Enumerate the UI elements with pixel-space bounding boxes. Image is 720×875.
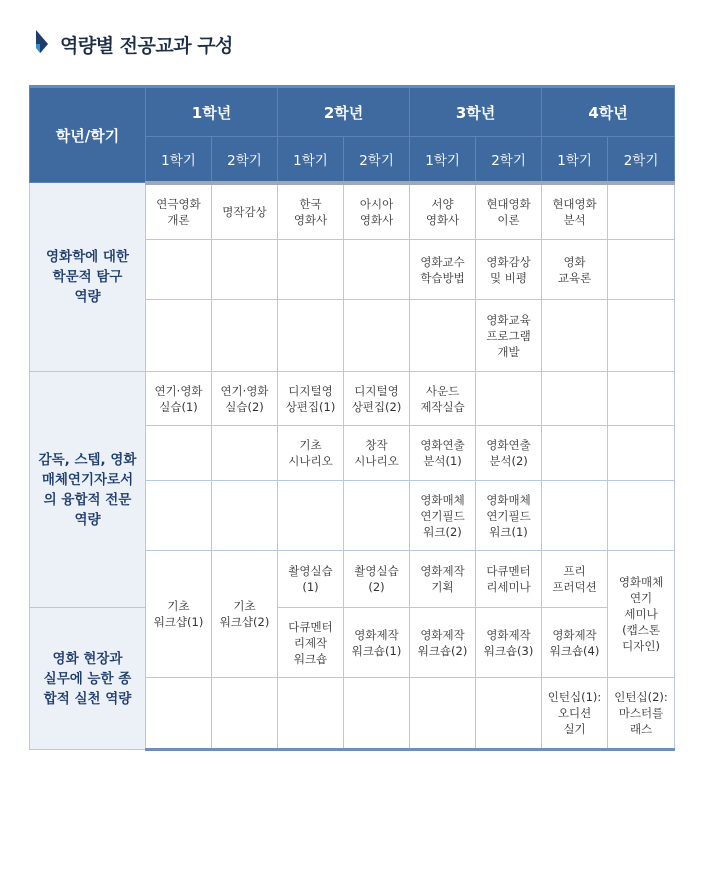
course-line: 및 비평 [490, 270, 528, 285]
course-cell [476, 551, 542, 608]
course-cell [410, 372, 476, 426]
course-line: 워크샵(2) [219, 615, 270, 629]
course-cell [542, 426, 608, 481]
course-line: 프러덕션 [552, 580, 597, 594]
course-cell [344, 372, 410, 426]
course-cell [542, 481, 608, 551]
course-line: 영화제작 [552, 627, 597, 642]
course-line: 래스 [629, 722, 653, 736]
course-line: 학습방법 [420, 270, 465, 285]
course-line: 실기 [563, 722, 586, 736]
course-cell [542, 300, 608, 372]
course-line: 실습(1) [159, 399, 198, 414]
header-year-4: 4학년 [542, 87, 675, 137]
course-cell [608, 183, 675, 240]
competency-professional [30, 372, 146, 608]
course-cell [212, 372, 278, 426]
course-cell [212, 481, 278, 551]
course-line: 매체연기자로서 [41, 471, 134, 488]
course-cell [344, 240, 410, 300]
course-cell [278, 551, 344, 608]
competency-practical [30, 608, 146, 750]
course-cell [212, 678, 278, 750]
course-line: 분석(1) [423, 454, 462, 468]
course-cell [344, 481, 410, 551]
header-y3-sem2: 2학기 [476, 137, 542, 183]
course-cell [608, 551, 675, 678]
course-line: 실무에 능한 종 [43, 670, 132, 687]
course-line: 시나리오 [354, 454, 399, 468]
course-line: 세미나 [624, 607, 658, 621]
course-line: 리제작 [293, 635, 328, 650]
course-line: 연기 [629, 591, 653, 605]
course-line: 워크(2) [423, 524, 462, 539]
course-line: 영화연출 [420, 438, 465, 452]
course-line: 다큐멘터 [486, 564, 531, 578]
course-line: 상편집(1) [285, 399, 336, 414]
course-line: 역량 [74, 289, 101, 305]
course-line: 영화매체 [618, 575, 664, 589]
course-line: 학문적 탐구 [52, 269, 123, 285]
course-line: 개발 [497, 344, 520, 359]
course-line: 영화학에 대한 [46, 249, 129, 265]
course-line: 시나리오 [288, 454, 333, 468]
course-line: 영화사 [359, 212, 394, 227]
course-cell [146, 183, 212, 240]
course-line: 영화감상 [486, 254, 531, 269]
course-cell [344, 678, 410, 750]
course-cell [278, 426, 344, 481]
course-line: 인턴십(2): [614, 690, 668, 704]
course-cell [278, 608, 344, 678]
course-line: 아시아 [359, 196, 394, 211]
course-line: 영화교육 [486, 312, 531, 327]
course-cell [410, 678, 476, 750]
course-cell [476, 240, 542, 300]
course-cell [410, 481, 476, 551]
course-line: 영화사 [293, 212, 328, 227]
course-cell [278, 183, 344, 240]
course-line: 기초 [167, 599, 190, 613]
curriculum-table [29, 85, 675, 751]
course-cell [146, 426, 212, 481]
course-cell [542, 372, 608, 426]
course-cell [278, 481, 344, 551]
course-cell [476, 481, 542, 551]
course-cell [278, 678, 344, 750]
course-line: 연기필드 [486, 508, 531, 523]
competency-academic [30, 183, 146, 372]
course-line: 역량 [74, 511, 101, 528]
course-line: 기초 [233, 599, 256, 613]
course-cell [146, 372, 212, 426]
course-cell [212, 183, 278, 240]
course-cell [146, 240, 212, 300]
course-cell [410, 300, 476, 372]
course-line: 영화연출 [486, 438, 531, 452]
course-cell [542, 608, 608, 678]
course-line: 인턴십(1): [547, 690, 602, 704]
course-line: 현대영화 [486, 196, 531, 211]
course-cell [410, 608, 476, 678]
course-line: 마스터를 [618, 706, 664, 720]
course-line: 다큐멘터 [288, 619, 333, 634]
course-line: 워크샵(1) [153, 615, 204, 629]
course-line: 기초 [299, 438, 322, 452]
course-line: 실습(2) [225, 399, 264, 414]
course-line: 분석(2) [489, 454, 528, 468]
course-line: 워크숍(3) [483, 643, 534, 658]
course-line: 영화교수 [420, 254, 465, 269]
course-line: 개론 [167, 212, 190, 227]
course-line: 영화제작 [354, 627, 399, 642]
course-line: 사운드 [425, 383, 460, 398]
course-cell [476, 426, 542, 481]
course-line: 워크(1) [489, 524, 528, 539]
header-y1-sem2: 2학기 [212, 137, 278, 183]
course-line: 교육론 [557, 270, 592, 285]
header-corner: 학년/학기 [30, 87, 146, 183]
course-cell [476, 678, 542, 750]
course-line: 의 융합적 전문 [43, 491, 132, 508]
course-cell [410, 240, 476, 300]
course-line: 연극영화 [156, 196, 201, 211]
course-line: 워크숍 [293, 651, 328, 666]
header-y4-sem1: 1학기 [542, 137, 608, 183]
course-cell [146, 551, 212, 678]
course-cell [410, 551, 476, 608]
course-line: 프리 [563, 564, 586, 578]
course-cell [410, 183, 476, 240]
course-cell [608, 240, 675, 300]
course-cell [608, 426, 675, 481]
header-y4-sem2: 2학기 [608, 137, 675, 183]
course-cell [608, 678, 675, 750]
course-cell [344, 300, 410, 372]
course-cell [542, 183, 608, 240]
title-icon-accent [36, 44, 40, 58]
course-cell [146, 678, 212, 750]
course-line: 디지털영 [288, 383, 333, 398]
course-line: (1) [302, 580, 319, 594]
course-line: 창작 [365, 438, 388, 452]
course-cell [476, 183, 542, 240]
course-cell [278, 300, 344, 372]
course-line: 디지털영 [354, 383, 399, 398]
page-heading [36, 28, 233, 60]
course-line: 영화 현장과 [52, 650, 123, 667]
course-line: 영화사 [425, 212, 460, 227]
course-cell [146, 300, 212, 372]
course-line: (2) [368, 580, 385, 594]
course-cell [146, 481, 212, 551]
course-line: 분석 [563, 212, 586, 227]
course-cell [212, 240, 278, 300]
course-cell [278, 240, 344, 300]
course-cell [608, 372, 675, 426]
course-cell [344, 426, 410, 481]
header-year-1: 1학년 [146, 87, 278, 137]
course-cell [344, 551, 410, 608]
chevron-right-icon [36, 30, 48, 58]
course-cell [344, 608, 410, 678]
course-cell [212, 426, 278, 481]
course-line: 워크숍(1) [351, 643, 402, 658]
header-year-2: 2학년 [278, 87, 410, 137]
course-line: 디자인) [622, 639, 660, 653]
course-cell [476, 608, 542, 678]
course-line: 영화제작 [420, 564, 465, 578]
header-year-3: 3학년 [410, 87, 542, 137]
course-line: 프로그램 [486, 328, 531, 343]
course-line: (캡스톤 [622, 623, 660, 637]
course-line: 영화제작 [486, 627, 531, 642]
header-y1-sem1: 1학기 [146, 137, 212, 183]
course-line: 서양 [431, 196, 454, 211]
course-cell [542, 678, 608, 750]
course-line: 영화매체 [420, 492, 465, 507]
course-cell [608, 300, 675, 372]
course-cell [410, 426, 476, 481]
course-cell [476, 372, 542, 426]
course-cell [608, 481, 675, 551]
course-line: 영화 [563, 254, 586, 269]
header-y2-sem2: 2학기 [344, 137, 410, 183]
course-line: 상편집(2) [351, 399, 402, 414]
page-title: 역량별 전공교과 구성 [60, 34, 233, 57]
course-line: 이론 [497, 212, 520, 227]
course-line: 한국 [299, 196, 322, 211]
course-line: 제작실습 [420, 399, 465, 414]
course-line: 명작감상 [222, 204, 267, 219]
course-cell [278, 372, 344, 426]
course-line: 촬영실습 [354, 564, 399, 578]
course-line: 연기·영화 [154, 383, 203, 398]
course-line: 워크숍(4) [549, 643, 600, 658]
header-y3-sem1: 1학기 [410, 137, 476, 183]
course-line: 워크숍(2) [417, 643, 468, 658]
course-line: 합적 실천 역량 [43, 690, 132, 707]
course-line: 오디션 [557, 706, 592, 720]
course-line: 영화제작 [420, 627, 465, 642]
course-line: 연기필드 [420, 508, 465, 523]
course-line: 영화매체 [486, 492, 531, 507]
course-cell [542, 551, 608, 608]
course-line: 기획 [431, 580, 454, 594]
course-cell [212, 300, 278, 372]
course-line: 촬영실습 [288, 564, 333, 578]
course-cell [344, 183, 410, 240]
course-cell [542, 240, 608, 300]
course-line: 현대영화 [552, 196, 597, 211]
course-line: 감독, 스텝, 영화 [38, 451, 137, 468]
course-line: 연기·영화 [220, 383, 269, 398]
course-cell [212, 551, 278, 678]
header-y2-sem1: 1학기 [278, 137, 344, 183]
course-cell [476, 300, 542, 372]
course-line: 리세미나 [486, 580, 531, 594]
